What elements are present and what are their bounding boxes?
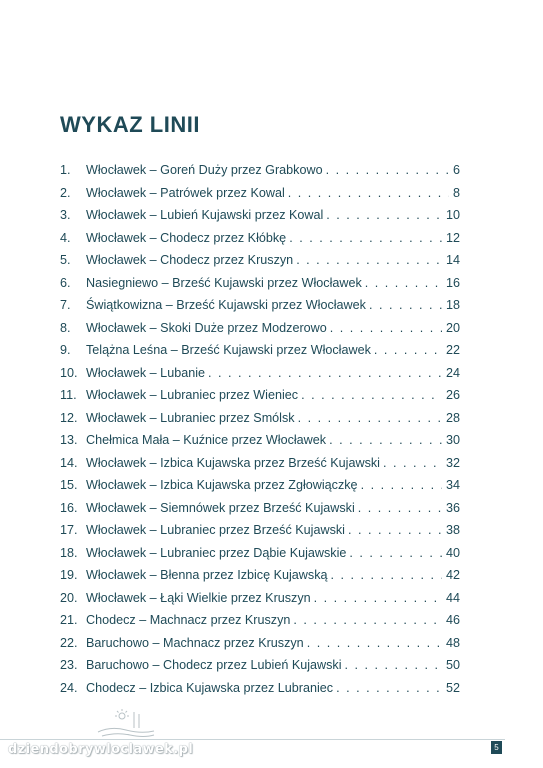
toc-page-number: 48 bbox=[445, 635, 460, 650]
toc-page-number: 14 bbox=[445, 253, 460, 267]
toc-number: 5. bbox=[60, 253, 71, 267]
toc-number: 1. bbox=[60, 163, 71, 177]
toc-line-title: Włocławek – Lubraniec przez Smólsk bbox=[86, 410, 295, 425]
toc-page-number: 16 bbox=[445, 275, 460, 290]
toc-line-title: Włocławek – Siemnówek przez Brześć Kujawski bbox=[86, 500, 355, 515]
toc-row[interactable] bbox=[60, 456, 460, 479]
toc-line-title: Włocławek – Izbica Kujawska przez Brześć Kujawski bbox=[86, 455, 380, 470]
toc-dot-leader bbox=[358, 501, 442, 515]
watermark-text: dziendobrywloclawek.pl bbox=[8, 742, 194, 757]
toc-row[interactable] bbox=[60, 681, 460, 704]
toc-dot-leader bbox=[361, 478, 442, 492]
toc-row[interactable] bbox=[60, 208, 460, 231]
toc-page-number: 28 bbox=[445, 410, 460, 425]
toc-row[interactable] bbox=[60, 658, 460, 681]
toc-number: 10. bbox=[60, 365, 78, 380]
toc-dot-leader bbox=[383, 456, 442, 470]
toc-row[interactable] bbox=[60, 276, 460, 299]
toc-row[interactable] bbox=[60, 501, 460, 524]
toc-row[interactable] bbox=[60, 523, 460, 546]
toc-number: 23. bbox=[60, 658, 78, 672]
toc-page-number: 38 bbox=[445, 523, 460, 537]
toc-dot-leader bbox=[336, 681, 442, 695]
toc-dot-leader bbox=[345, 658, 442, 672]
toc-line-title: Baruchowo – Chodecz przez Lubień Kujawski bbox=[86, 658, 342, 672]
toc-line-title: Włocławek – Patrówek przez Kowal bbox=[86, 185, 285, 200]
toc-dot-leader bbox=[330, 321, 442, 335]
toc-row[interactable] bbox=[60, 321, 460, 344]
toc-line-title: Włocławek – Lubraniec przez Wieniec bbox=[86, 388, 299, 402]
toc-number: 13. bbox=[60, 433, 78, 447]
toc-page-number: 24 bbox=[445, 365, 460, 380]
toc-row[interactable] bbox=[60, 163, 460, 186]
toc-dot-leader bbox=[208, 366, 442, 380]
toc-row[interactable] bbox=[60, 433, 460, 456]
toc-number: 18. bbox=[60, 545, 78, 560]
toc-dot-leader bbox=[348, 523, 442, 537]
toc-row[interactable] bbox=[60, 343, 460, 366]
toc-dot-leader bbox=[314, 591, 442, 605]
footer-divider bbox=[0, 739, 505, 740]
toc-dot-leader bbox=[326, 208, 442, 222]
toc-page-number: 10 bbox=[445, 208, 460, 222]
toc-line-title: Włocławek – Błenna przez Izbicę Kujawską bbox=[86, 568, 328, 582]
toc-dot-leader bbox=[293, 613, 442, 627]
toc-number: 4. bbox=[60, 230, 71, 245]
toc-row[interactable] bbox=[60, 388, 460, 411]
toc-number: 7. bbox=[60, 298, 71, 312]
toc-row[interactable] bbox=[60, 186, 460, 209]
toc-line-title: Włocławek – Chodecz przez Kłóbkę bbox=[86, 230, 287, 245]
toc-number: 20. bbox=[60, 590, 78, 605]
toc-dot-leader bbox=[298, 411, 442, 425]
toc-page-number: 46 bbox=[445, 613, 460, 627]
toc-number: 24. bbox=[60, 680, 78, 695]
toc-number: 3. bbox=[60, 208, 71, 222]
toc-dot-leader bbox=[326, 163, 449, 177]
toc-dot-leader bbox=[331, 568, 442, 582]
toc-line-title: Włocławek – Łąki Wielkie przez Kruszyn bbox=[86, 590, 311, 605]
toc-row[interactable] bbox=[60, 298, 460, 321]
toc-row[interactable] bbox=[60, 253, 460, 276]
toc-page-number: 12 bbox=[445, 230, 460, 245]
toc-page-number: 8 bbox=[452, 185, 460, 200]
toc-number: 15. bbox=[60, 478, 78, 492]
toc-row[interactable] bbox=[60, 411, 460, 434]
toc-page-number: 32 bbox=[445, 455, 460, 470]
toc-number: 16. bbox=[60, 500, 78, 515]
toc-line-title: Włocławek – Lubraniec przez Dąbie Kujawskie bbox=[86, 545, 347, 560]
toc-row[interactable] bbox=[60, 591, 460, 614]
toc-number: 21. bbox=[60, 613, 78, 627]
watermark-logo-icon bbox=[96, 706, 156, 740]
toc-dot-leader bbox=[307, 636, 442, 650]
toc-row[interactable] bbox=[60, 636, 460, 659]
toc-page-number: 26 bbox=[445, 388, 460, 402]
toc-number: 9. bbox=[60, 343, 71, 357]
toc-line-title: Włocławek – Izbica Kujawska przez Zgłowiączkę bbox=[86, 478, 358, 492]
toc-number: 2. bbox=[60, 185, 71, 200]
table-of-contents bbox=[60, 163, 460, 703]
toc-line-title: Baruchowo – Machnacz przez Kruszyn bbox=[86, 635, 304, 650]
page-number-badge: 5 bbox=[491, 741, 502, 754]
toc-row[interactable] bbox=[60, 546, 460, 569]
toc-page-number: 22 bbox=[445, 343, 460, 357]
toc-line-title: Włocławek – Chodecz przez Kruszyn bbox=[86, 253, 294, 267]
toc-number: 8. bbox=[60, 320, 71, 335]
toc-page-number: 52 bbox=[445, 680, 460, 695]
toc-number: 14. bbox=[60, 455, 78, 470]
toc-number: 11. bbox=[60, 388, 77, 402]
toc-page-number: 44 bbox=[445, 590, 460, 605]
toc-dot-leader bbox=[329, 433, 442, 447]
toc-line-title: Świątkowizna – Brześć Kujawski przez Włocławek bbox=[86, 298, 366, 312]
toc-page-number: 20 bbox=[445, 320, 460, 335]
toc-line-title: Włocławek – Lubień Kujawski przez Kowal bbox=[86, 208, 324, 222]
toc-line-title: Chełmica Mała – Kuźnice przez Włocławek bbox=[86, 433, 327, 447]
toc-dot-leader bbox=[369, 298, 442, 312]
toc-number: 12. bbox=[60, 410, 78, 425]
toc-page-number: 34 bbox=[445, 478, 460, 492]
toc-row[interactable] bbox=[60, 478, 460, 501]
toc-dot-leader bbox=[301, 388, 442, 402]
toc-dot-leader bbox=[374, 343, 442, 357]
toc-row[interactable] bbox=[60, 366, 460, 389]
toc-line-title: Włocławek – Goreń Duży przez Grabkowo bbox=[86, 163, 323, 177]
toc-row[interactable] bbox=[60, 231, 460, 254]
toc-number: 17. bbox=[60, 523, 78, 537]
toc-number: 6. bbox=[60, 275, 71, 290]
toc-row[interactable] bbox=[60, 568, 460, 591]
toc-dot-leader bbox=[289, 231, 442, 245]
toc-page-number: 18 bbox=[445, 298, 460, 312]
toc-dot-leader bbox=[296, 253, 442, 267]
toc-page-number: 6 bbox=[452, 163, 460, 177]
toc-dot-leader bbox=[365, 276, 442, 290]
toc-dot-leader bbox=[349, 546, 442, 560]
toc-page-number: 30 bbox=[445, 433, 460, 447]
toc-page-number: 40 bbox=[445, 545, 460, 560]
toc-line-title: Włocławek – Lubanie bbox=[86, 365, 206, 380]
toc-dot-leader bbox=[288, 186, 449, 200]
toc-line-title: Włocławek – Lubraniec przez Brześć Kujawski bbox=[86, 523, 345, 537]
toc-page-number: 50 bbox=[445, 658, 460, 672]
toc-row[interactable] bbox=[60, 613, 460, 636]
toc-page-number: 42 bbox=[445, 568, 460, 582]
toc-number: 22. bbox=[60, 635, 78, 650]
toc-line-title: Nasiegniewo – Brześć Kujawski przez Włocławek bbox=[86, 275, 362, 290]
toc-number: 19. bbox=[60, 568, 78, 582]
toc-line-title: Włocławek – Skoki Duże przez Modzerowo bbox=[86, 320, 327, 335]
toc-page-number: 36 bbox=[445, 500, 460, 515]
page-title: WYKAZ LINII bbox=[60, 112, 200, 137]
toc-line-title: Chodecz – Machnacz przez Kruszyn bbox=[86, 613, 291, 627]
toc-line-title: Chodecz – Izbica Kujawska przez Lubraniec bbox=[86, 680, 334, 695]
toc-line-title: Telążna Leśna – Brześć Kujawski przez Włocławek bbox=[86, 343, 371, 357]
